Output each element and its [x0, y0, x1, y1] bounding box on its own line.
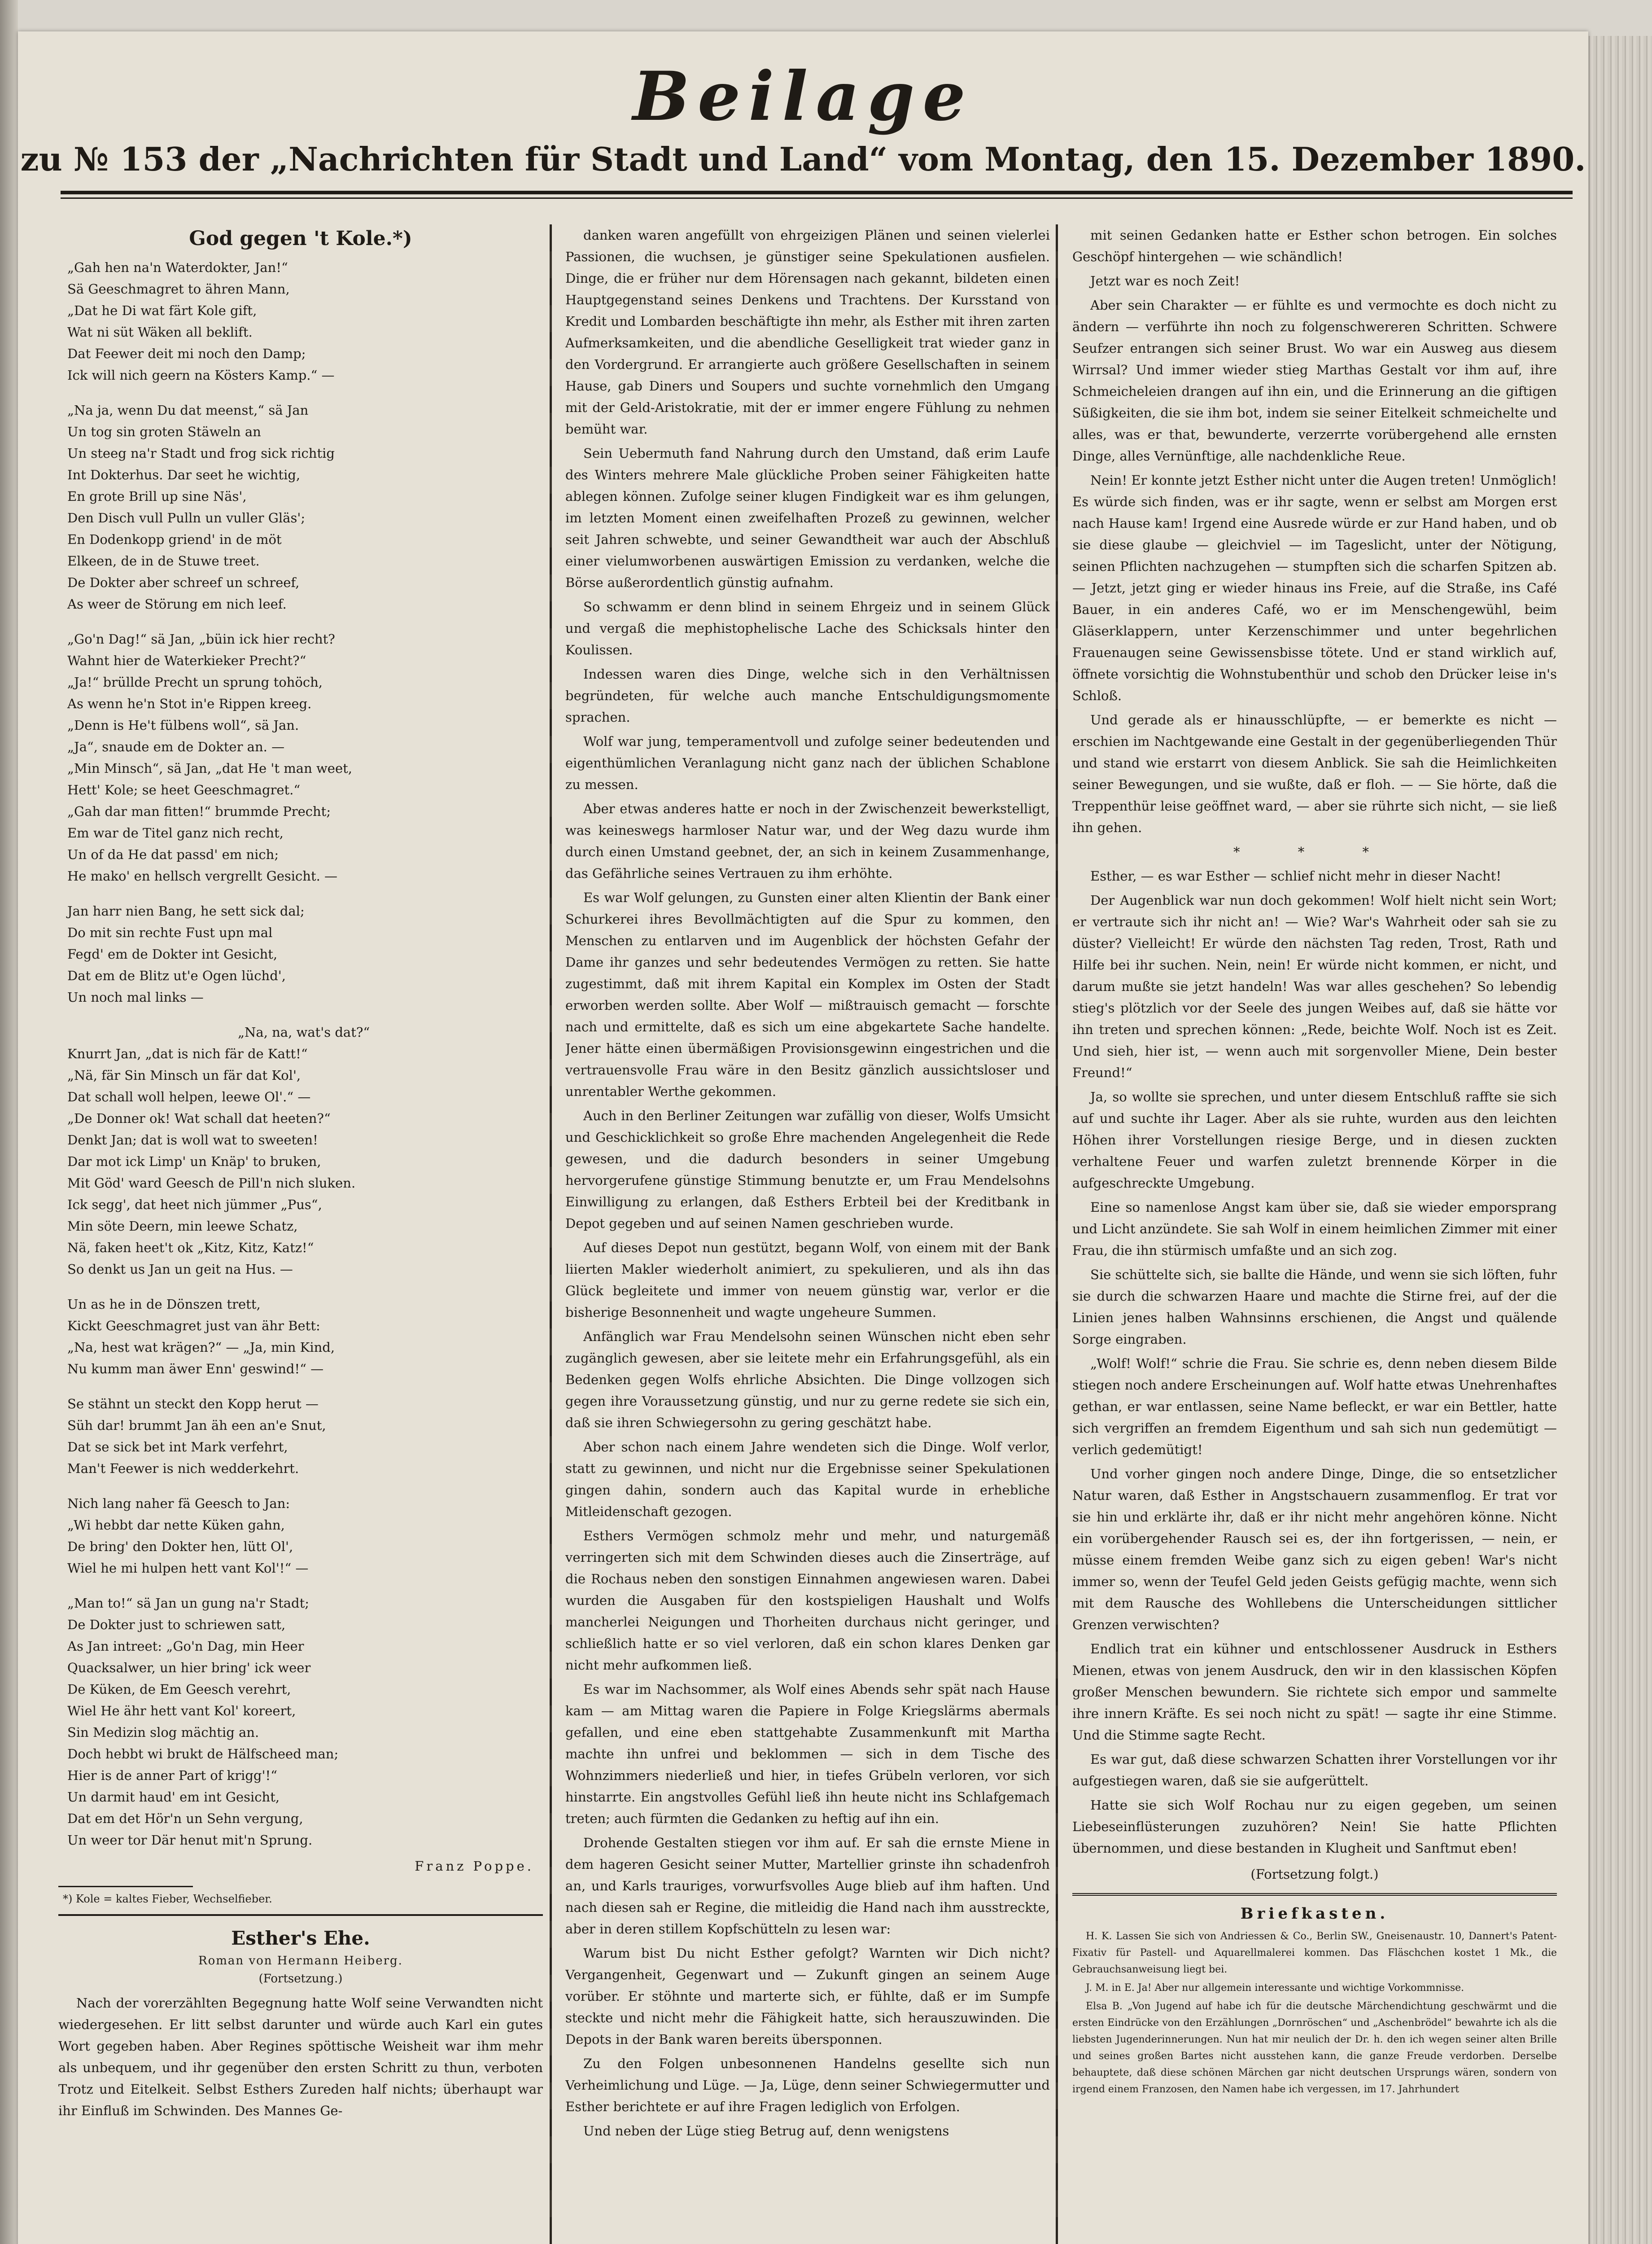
poem-line: Hier is de anner Part of krigg'!“ — [67, 1768, 277, 1783]
story-paragraph: Ja, so wollte sie sprechen, und unter diesem Entschluß raffte sie sich auf und suchte ihr Lager. Aber als sie ruhte, wurden aus den leichten Höhen ihrer Vorstellungen riesige Berge, und in diesen zuckten verhaltene Feuer und warfen zuletzt brennende Körper in die aufgeschreckte Umgebung. — [1072, 1089, 1557, 1191]
poem-line: Em war de Titel ganz nich recht, — [67, 825, 284, 841]
masthead-rule-thick — [61, 191, 1573, 194]
story-paragraph: Warum bist Du nicht Esther gefolgt? Warnten wir Dich nicht? Vergangenheit, Gegenwart und — Zukunft gingen an seinem Auge vorüber. Er stöhnte und marterte sich, er fühlte, daß er im Sumpfe steckte und nicht mehr die Fähigkeit hatte, sich herauszuwinden. Die Depots in der Bank waren bereits übersponnen. — [565, 1946, 1050, 2047]
poem-line: Ick segg', dat heet nich jümmer „Pus“, — [67, 1197, 322, 1212]
poem-line: Int Dokterhus. Dar seet he wichtig, — [67, 467, 301, 482]
poem-line: Un of da He dat passd' em nich; — [67, 847, 279, 862]
poem-line: Dat em de Blitz ut'e Ogen lüchd', — [67, 968, 286, 983]
story-note: (Fortsetzung.) — [258, 1972, 343, 1985]
story-paragraph: Sein Uebermuth fand Nahrung durch den Umstand, daß erim Laufe des Winters mehrere Male glückliche Proben seiner Fähigkeiten hatte ablegen können. Zufolge seiner klugen Findigkeit war es ihm gelungen, im letzten Moment einen zweifelhaften Prozeß zu gewinnen, welcher seit Jahren schwebte, und seiner Gewandtheit war auch der Abschluß einer vielumworbenen auswärtigen Emission zu verdanken, welche die Börse außerordentlich günstig aufnahm. — [565, 446, 1050, 590]
poem-line: Wiel he mi hulpen hett vant Kol'!“ — — [67, 1560, 309, 1576]
story-text — [1072, 865, 1557, 1859]
story-paragraph: Anfänglich war Frau Mendelsohn seinen Wünschen nicht eben sehr zugänglich gewesen, aber sie leitete mehr ein Erfahrungsgefühl, als ein Bedenken gegen Wolfs ehrliche Absichten. Die Dinge vollzogen sich gegen ihre Voraussetzung günstig, und nur zu gerne redete sie sich ein, daß sie ihren Schwiegersohn zu gering geschätzt habe. — [565, 1329, 1050, 1430]
story-paragraph: „Wolf! Wolf!“ schrie die Frau. Sie schrie es, denn neben diesem Bilde stiegen noch andere Erscheinungen auf. Wolf hatte etwas Unehrenhaftes gethan, er war entlassen, seine Name befleckt, er war ein Bettler, hatte sich vergriffen an fremdem Eigenthum und sah sich nun gedemütigt — verlich gedemütigt! — [1072, 1356, 1557, 1457]
poem-line: „Nä, fär Sin Minsch un fär dat Kol', — [67, 1068, 301, 1083]
footnote-rule — [58, 1886, 193, 1887]
page-edge-left — [0, 0, 18, 2244]
story-title: Esther's Ehe. — [231, 1927, 370, 1949]
briefkasten-entry: J. M. in E. Ja! Aber nur allgemein interessante und wichtige Vorkommnisse. — [1086, 1982, 1464, 1994]
column-1 — [58, 224, 543, 2244]
poem-line: „Ja!“ brüllde Precht un sprung tohöch, — [67, 675, 323, 690]
poem-line: Dat em det Hör'n un Sehn vergung, — [67, 1811, 303, 1826]
story-paragraph: Indessen waren dies Dinge, welche sich in den Verhältnissen begründeten, für welche auch manche Entschuldigungsmomente sprachen. — [565, 666, 1050, 725]
poem-stanza — [67, 1393, 543, 1479]
poem-line: Ick will nich geern na Kösters Kamp.“ — — [67, 368, 335, 383]
poem-stanza — [67, 628, 543, 887]
poem-stanza — [67, 1293, 543, 1380]
poem-line: Wiel He ähr hett vant Kol' koreert, — [67, 1703, 296, 1718]
poem-line: „Min Minsch“, sä Jan, „dat He 't man weet, — [67, 761, 352, 776]
poem-line: De Dokter aber schreef un schreef, — [67, 575, 300, 590]
poem-line: Elkeen, de in de Stuwe treet. — [67, 553, 260, 569]
masthead-rule-thin — [61, 197, 1573, 199]
column-3 — [1072, 224, 1557, 2244]
poem-stanza — [67, 1592, 543, 1851]
story-paragraph: Endlich trat ein kühner und entschlossener Ausdruck in Esthers Mienen, etwas von jenem Ausdruck, den wir in den klassischen Köpfen großer Menschen bewundern. Sie richtete sich empor und sammelte ihre innern Kräfte. Es sei noch nicht zu spät! — sagte ihr eine Stimme. Und die Stimme sagte Recht. — [1072, 1641, 1557, 1743]
poem-line: „Gah dar man fitten!“ brummde Precht; — [67, 804, 331, 819]
poem-line: Dat se sick bet int Mark verfehrt, — [67, 1439, 288, 1455]
poem-line: „Na ja, wenn Du dat meenst,“ sä Jan — [67, 403, 309, 418]
story-paragraph: Auch in den Berliner Zeitungen war zufällig von dieser, Wolfs Umsicht und Geschicklichkeit so große Ehre machenden Angelegenheit die Rede gewesen, und die dadurch besonders in seiner Umgebung hervorgerufene günstige Stimmung benutzte er, um Frau Mendelsohns Einwilligung zu erlangen, daß Esthers Erbteil bei der Kreditbank in Depot gegeben und auf seinen Namen geschrieben wurde. — [565, 1108, 1050, 1231]
poem-line: „Wi hebbt dar nette Küken gahn, — [67, 1517, 285, 1533]
poem-line: Un steeg na'r Stadt und frog sick richtig — [67, 446, 335, 461]
section-break-stars: * * * — [1233, 844, 1396, 859]
story-paragraph: Und gerade als er hinausschlüpfte, — er bemerkte es nicht — erschien im Nachtgewande eine Gestalt in der gegenüberliegenden Thür und stand wie erstarrt von diesem Anblick. Sie sah die Heimlichkeiten seiner Bewegungen, und sie wußte, daß er floh. — — Sie hörte, daß die Treppenthür leise geöffnet ward, — aber sie rührte sich nicht, — sie ließ ihn gehen. — [1072, 712, 1557, 835]
poem-line: Doch hebbt wi brukt de Hälfscheed man; — [67, 1746, 339, 1762]
footnote: *) Kole = kaltes Fieber, Wechselfieber. — [63, 1893, 272, 1905]
poem-line: Un darmit haud' em int Gesicht, — [67, 1789, 280, 1805]
poem-line: Do mit sin rechte Fust upn mal — [67, 925, 273, 940]
poem-line: Dat schall woll helpen, leewe Ol'.“ — — [67, 1089, 311, 1104]
poem-line: As weer de Störung em nich leef. — [67, 596, 287, 612]
poem-line: De Dokter just to schriewen satt, — [67, 1617, 286, 1632]
poem-line: So denkt us Jan un geit na Hus. — — [67, 1262, 293, 1277]
poem-line: „Na, na, wat's dat?“ — [238, 1025, 370, 1040]
poem-line: „Dat he Di wat färt Kole gift, — [67, 303, 257, 318]
poem-line: Wahnt hier de Waterkieker Precht?“ — [67, 653, 306, 668]
briefkasten-entry: Elsa B. „Von Jugend auf habe ich für die deutsche Märchendichtung geschwärmt und die ersten Eindrücke von den Erzählungen „Dornröschen“ und „Aschenbrödel“ bewahrte ich als die liebsten Jugenderinnerungen. Nun hat mir neulich der Dr. h. den ich wegen seiner alten Brille und seines großen Bartes nicht ausstehen kann, die ganze Freude verdorben. Derselbe behauptete, daß diese schönen Märchen gar nicht deutschen Ursprungs wären, sondern von irgend einem Franzosen, den Namen habe ich vergessen, im 17. Jahrhundert — [1072, 2001, 1557, 2095]
masthead — [18, 58, 1588, 180]
poem-line: „Na, hest wat krägen?“ — „Ja, min Kind, — [67, 1340, 335, 1355]
masthead-title: Beilage — [633, 57, 974, 136]
poem-line: Kickt Geeschmagret just van ähr Bett: — [67, 1318, 320, 1333]
poem-line: Süh dar! brummt Jan äh een an'e Snut, — [67, 1418, 326, 1433]
briefkasten-body — [1072, 1928, 1557, 2098]
poem-line: Un weer tor Där henut mit'n Sprung. — [67, 1832, 313, 1848]
poem-line: Un tog sin groten Stäweln an — [67, 424, 261, 439]
poem-line: As wenn he'n Stot in'e Rippen kreeg. — [67, 696, 312, 711]
story-text — [1072, 224, 1557, 838]
story-paragraph: Hatte sie sich Wolf Rochau nur zu eigen gegeben, um seinen Liebeseinflüsterungen zuzuhören? Nein! Sie hatte Pflichten übernommen, und diese bestanden in Klugheit und Sanftmut eben! — [1072, 1797, 1557, 1856]
poem-line: Un noch mal links — — [67, 990, 204, 1005]
poem-line: He mako' en hellsch vergrellt Gesicht. — — [67, 868, 338, 884]
poem-line: Min söte Deern, min leewe Schatz, — [67, 1218, 298, 1234]
story-subtitle: Roman von Hermann Heiberg. — [198, 1954, 403, 1968]
poem-line: „Denn is He't fülbens woll“, sä Jan. — [67, 718, 299, 733]
newspaper-page — [18, 31, 1588, 2244]
story-paragraph: Aber sein Charakter — er fühlte es und vermochte es doch nicht zu ändern — verführte ihn noch zu folgenschwereren Schritten. Schwere Seufzer entrangen sich seiner Brust. Wo war ein Ausweg aus diesem Wirrsal? Und immer wieder stieg Marthas Gestalt vor ihm auf, ihre Schmeicheleien drangen auf ihn ein, und die Erinnerung an die giftigen Süßigkeiten, die sie ihm bot, indem sie seiner Eitelkeit schmeichelte und alles, was er that, bewunderte, verzerrte vorübergehend alle ernsten Dinge, alles Vernünftige, alle nachdenkliche Reue. — [1072, 298, 1557, 464]
poem-line: En grote Brill up sine Näs', — [67, 489, 247, 504]
poem-line: Wat ni süt Wäken all beklift. — [67, 324, 253, 340]
poem-stanza — [67, 257, 543, 386]
poem-body — [58, 257, 543, 1851]
story-paragraph: Drohende Gestalten stiegen vor ihm auf. Er sah die ernste Miene in dem hageren Gesicht seiner Mutter, Martellier grinste ihn schadenfroh an, und Karls trauriges, vorwurfsvolles Auge blieb auf ihm haften. Und nach diesen sah er Regine, die mitleidig die Hand nach ihm ausstreckte, aber in deren stillem Kopfschütteln zu lesen war: — [565, 1835, 1050, 1937]
story-paragraph: Es war Wolf gelungen, zu Gunsten einer alten Klientin der Bank einer Schurkerei ihres Bevollmächtigten auf die Spur zu kommen, den Menschen zu entlarven und im Augenblick der höchsten Gefahr der Dame ihr ganzes und sehr bedeutendes Vermögen zu retten. Sie hatte zugestimmt, daß mit ihrem Kapital ein Komplex im Osten der Stadt erworben werden sollte. Aber Wolf — mißtrauisch gemacht — forschte nach und ermittelte, daß es sich um eine abgekartete Sache handelte. Jener hätte einen übermäßigen Provisionsgewinn eingestrichen und die vertrauensvolle Frau wäre in den Besitz gänzlich aussichtsloser und unrentabler Werthe gekommen. — [565, 890, 1050, 1099]
poem-line: Man't Feewer is nich wedderkehrt. — [67, 1461, 299, 1476]
story-paragraph: Jetzt war es noch Zeit! — [1090, 273, 1240, 289]
poem-line: Denkt Jan; dat is woll wat to sweeten! — [67, 1132, 318, 1148]
story-paragraph: Es war im Nachsommer, als Wolf eines Abends sehr spät nach Hause kam — am Mittag waren die Papiere in Folge Kriegslärms abermals gefallen, und eine eben stattgehabte Zusammenkunft mit Martha machte ihn unfrei und beklommen — sich in dem Tische des Wohnzimmers niederließ und hier, in tiefes Grübeln verloren, vor sich hinstarrte. Ein angstvolles Gefühl ließ ihn heute nicht ins Schlafgemach treten; auch fürmten die Gedanken zu heftig auf ihn ein. — [565, 1682, 1050, 1826]
poem-line: Hett' Kole; se heet Geeschmagret.“ — [67, 782, 301, 798]
poem-author: Franz Poppe. — [415, 1858, 534, 1874]
poem-line: Sä Geeschmagret to ähren Mann, — [67, 281, 290, 297]
poem-line: De Küken, de Em Geesch verehrt, — [67, 1682, 291, 1697]
story-paragraph: Nein! Er konnte jetzt Esther nicht unter die Augen treten! Unmöglich! Es würde sich finden, was er ihr sagte, wenn er selbst am Morgen erst nach Hause kam! Irgend eine Ausrede würde er zur Hand haben, und ob sie diese glaube — gleichviel — im Tageslicht, unter der Nötigung, seinen Pflichten nachzugehen — stumpften sich die scharfen Spitzen ab. — Jetzt, jetzt ging er wieder hinaus ins Freie, auf die Straße, ins Café Bauer, in ein anderes Café, wo er im Menschengewühl, beim Gläserklappern, unter Kerzenschimmer und unter begehrlichen Frauenaugen seine Gewissensbisse tötete. Und er stand wirklich auf, öffnete vorsichtig die Wohnstubenthür und schob den Drücker leise in's Schloß. — [1072, 473, 1557, 703]
poem-line: Mit Göd' ward Geesch de Pill'n nich sluken. — [67, 1175, 356, 1191]
poem-stanza — [67, 1021, 543, 1280]
story-paragraph: Der Augenblick war nun doch gekommen! Wolf hielt nicht sein Wort; er vertraute sich ihr nicht an! — Wie? War's Wahrheit oder sah sie zu düster? Vielleicht! Er würde den nächsten Tag reden, Trost, Rath und Hilfe bei ihr suchen. Nein, nein! Er würde nicht kommen, er nicht, und darum mußte sie jetzt handeln! Was war alles geschehen? So lebendig stieg's plötzlich vor der Seele des jungen Weibes auf, daß sie hätte vor ihn treten und sprechen können: „Rede, beichte Wolf. Noch ist es Zeit. Und sieh, hier ist, — wenn auch mit sorgenvoller Miene, Dein bester Freund!“ — [1072, 893, 1557, 1080]
poem-line: Knurrt Jan, „dat is nich fär de Katt!“ — [67, 1046, 308, 1061]
section-rule — [1072, 1893, 1557, 1898]
story-paragraph: Nach der vorerzählten Begegnung hatte Wolf seine Verwandten nicht wiedergesehen. Er litt selbst darunter und würde auch Karl ein gutes Wort gegeben haben. Aber Regines spöttische Weisheit war ihm mehr als unbequem, und ihr gegenüber den ersten Schritt zu thun, verboten Trotz und Eitelkeit. Selbst Esthers Zureden half nichts; überhaupt war ihr Einfluß im Schwinden. Des Mannes Ge- — [58, 1995, 543, 2118]
masthead-subtitle: zu № 153 der „Nachrichten für Stadt und Land“ vom Montag, den 15. Dezember 1890. — [20, 140, 1586, 178]
story-paragraph: Esthers Vermögen schmolz mehr und mehr, und naturgemäß verringerten sich mit dem Schwinden dieses auch die Zinserträge, auf die Rochaus neben den sonstigen Einnahmen angewiesen waren. Dabei wurden die Ausgaben für den kostspieligen Haushalt und Wolfs mancherlei Neigungen und Thorheiten durchaus nicht geringer, und schließlich hatte er so viel verloren, daß ein schon klares Denken gar nicht mehr aufkommen ließ. — [565, 1528, 1050, 1673]
poem-line: Quacksalwer, un hier bring' ick weer — [67, 1660, 311, 1675]
poem-line: Sin Medizin slog mächtig an. — [67, 1725, 259, 1740]
poem-line: Nä, faken heet't ok „Kitz, Kitz, Katz!“ — [67, 1240, 314, 1255]
poem-stanza — [67, 900, 543, 1008]
story-paragraph: Es war gut, daß diese schwarzen Schatten ihrer Vorstellungen vor ihr aufgestiegen waren, daß sie sie aufgerüttelt. — [1072, 1752, 1557, 1788]
story-paragraph: Aber schon nach einem Jahre wendeten sich die Dinge. Wolf verlor, statt zu gewinnen, und nicht nur die Ergebnisse seiner Spekulationen gingen dahin, sondern auch das Kapital wurde in erhebliche Mitleidenschaft gezogen. — [565, 1439, 1050, 1519]
poem-stanza — [67, 399, 543, 615]
story-paragraph: Esther, — es war Esther — schlief nicht mehr in dieser Nacht! — [1090, 868, 1501, 884]
poem-line: De bring' den Dokter hen, lütt Ol', — [67, 1539, 293, 1554]
story-paragraph: Und vorher gingen noch andere Dinge, Dinge, die so entsetzlicher Natur waren, daß Esther in Angstschauern zusammenflog. Er trat vor sie hin und erklärte ihr, daß er ihr nicht mehr angehören könne. Nicht ein vorübergehender Rausch sei es, der ihn fortgerissen, — nein, er müsse einem fremden Weibe ganz sich zu eigen geben! War's nicht immer so, wenn der Teufel Geld jeden Geists gefügig machte, wenn sich mit dem Rausche des Wohllebens die Unterscheidungen sittlicher Grenzen verwischten? — [1072, 1466, 1557, 1632]
story-paragraph: danken waren angefüllt von ehrgeizigen Plänen und seinen vielerlei Passionen, die wuchsen, je günstiger seine Spekulationen ausfielen. Dinge, die er früher nur dem Hörensagen nach gekannt, bildeten einen Hauptgegenstand seines Denkens und Trachtens. Der Kursstand von Kredit und Lombarden beschäftigte ihn mehr, als Esther mit ihren zarten Aufmerksamkeiten, und die abendliche Geselligkeit trat wieder ganz in den Vordergrund. Er arrangierte auch größere Gesellschaften in seinem Hause, gab Diners und Soupers und suchte vornehmlich den Umgang mit der Geld-Aristokratie, mit der er immer engere Fühlung zu nehmen bemüht war. — [565, 228, 1050, 437]
poem-line: Nich lang naher fä Geesch to Jan: — [67, 1496, 290, 1511]
section-rule — [58, 1914, 543, 1916]
poem-line: As Jan intreet: „Go'n Dag, min Heer — [67, 1639, 304, 1654]
story-paragraph: So schwamm er denn blind in seinem Ehrgeiz und in seinem Glück und vergaß die mephistophelische Lache des Schicksals hinter den Koulissen. — [565, 599, 1050, 657]
story-paragraph: Und neben der Lüge stieg Betrug auf, denn wenigstens — [583, 2123, 949, 2139]
poem-line: „Ja“, snaude em de Dokter an. — — [67, 739, 285, 754]
poem-line: „Gah hen na'n Waterdokter, Jan!“ — [67, 260, 288, 275]
to-be-continued: (Fortsetzung folgt.) — [1250, 1867, 1379, 1882]
poem-line: Nu kumm man äwer Enn' geswind!“ — — [67, 1361, 324, 1376]
story-paragraph: Aber etwas anderes hatte er noch in der Zwischenzeit bewerkstelligt, was keineswegs harmloser Natur war, und der Weg dazu wurde ihm durch einen Umstand geebnet, der, an sich in keinem Zusammenhange, das Gefährliche seines Vertrauen zu ihm erhöhte. — [565, 801, 1050, 881]
poem-title: God gegen 't Kole.*) — [189, 227, 412, 250]
page-edge-right — [1586, 36, 1652, 2244]
poem-line: Dar mot ick Limp' un Knäp' to bruken, — [67, 1154, 321, 1169]
poem-line: Dat Feewer deit mi noch den Damp; — [67, 346, 306, 361]
poem-line: „De Donner ok! Wat schall dat heeten?“ — [67, 1111, 331, 1126]
poem-stanza — [67, 1493, 543, 1579]
poem-line: Den Disch vull Pulln un vuller Gläs'; — [67, 510, 306, 526]
poem-line: Un as he in de Dönszen trett, — [67, 1297, 261, 1312]
column-2 — [565, 224, 1050, 2244]
poem-line: En Dodenkopp griend' in de möt — [67, 532, 282, 547]
briefkasten-title: Briefkasten. — [1240, 1905, 1389, 1923]
column-divider — [550, 224, 552, 2244]
poem-line: Fegd' em de Dokter int Gesicht, — [67, 947, 278, 962]
story-paragraph: Eine so namenlose Angst kam über sie, daß sie wieder emporsprang und Licht anzündete. Sie sah Wolf in einem heimlichen Zimmer mit einer Frau, die ihn stürmisch umfaßte und an sich zog. — [1072, 1200, 1557, 1258]
story-paragraph: Zu den Folgen unbesonnenen Handelns gesellte sich nun Verheimlichung und Lüge. — Ja, Lüge, denn seiner Schwiegermutter und Esther berichtete er auf ihre Fragen lediglich von Erfolgen. — [565, 2056, 1050, 2114]
story-paragraph: Auf dieses Depot nun gestützt, begann Wolf, von einem mit der Bank liierten Makler wiederholt animiert, zu spekulieren, und als ihn das Glück begleitete und immer von neuem günstig war, verlor er die bisherige Besonnenheit und wagte ungeheure Summen. — [565, 1240, 1050, 1320]
story-text — [565, 224, 1050, 2142]
poem-line: Se stähnt un steckt den Kopp herut — — [67, 1396, 319, 1411]
poem-line: „Man to!“ sä Jan un gung na'r Stadt; — [67, 1595, 310, 1611]
story-paragraph: Sie schüttelte sich, sie ballte die Hände, und wenn sie sich löften, fuhr sie durch die schwarzen Haare und machte die Stirne frei, auf der die Linien jenes halben Wahnsinns erschienen, die Angst und quälende Sorge eingraben. — [1072, 1267, 1557, 1347]
poem-line: Jan harr nien Bang, he sett sick dal; — [67, 903, 305, 919]
story-text — [58, 1992, 543, 2121]
story-paragraph: mit seinen Gedanken hatte er Esther schon betrogen. Ein solches Geschöpf hintergehen — wie schändlich! — [1072, 228, 1557, 264]
briefkasten-entry: H. K. Lassen Sie sich von Andriessen & Co., Berlin SW., Gneisenaustr. 10, Dannert's Patent-Fixativ für Pastell- und Aquarellmalerei kommen. Das Fläschchen kostet 1 Mk., die Gebrauchsanweisung liegt bei. — [1072, 1931, 1557, 1975]
poem-line: „Go'n Dag!“ sä Jan, „büin ick hier recht? — [67, 631, 335, 647]
column-divider — [1056, 224, 1058, 2244]
story-paragraph: Wolf war jung, temperamentvoll und zufolge seiner bedeutenden und eigenthümlichen Veranlagung nicht ganz nach der üblichen Schablone zu messen. — [565, 734, 1050, 792]
